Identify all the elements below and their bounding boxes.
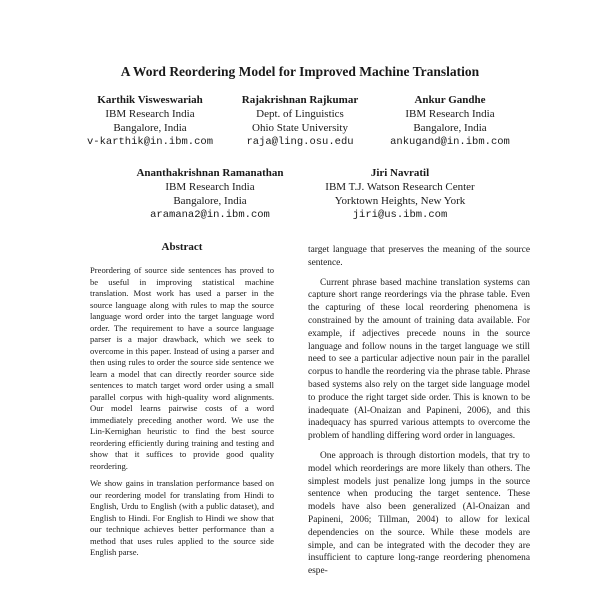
author-location: Bangalore, India (413, 122, 487, 134)
author-email: ankugand@in.ibm.com (390, 136, 510, 148)
author-block (300, 166, 500, 222)
author-block (120, 166, 300, 222)
author-affiliation: IBM Research India (165, 181, 255, 193)
author-email: v-karthik@in.ibm.com (86, 136, 214, 148)
author-affiliation: Dept. of Linguistics (256, 108, 344, 120)
paper-title: A Word Reordering Model for Improved Machine Translation (120, 64, 480, 79)
author-affiliation: IBM Research India (105, 108, 195, 120)
author-email: aramana2@in.ibm.com (150, 209, 270, 221)
author-name: Ananthakrishnan Ramanathan (136, 167, 284, 179)
author-name: Rajakrishnan Rajkumar (241, 94, 359, 106)
author-location: Bangalore, India (173, 195, 247, 207)
abstract-paragraph: We show gains in translation performance based on our reordering model for translating from Hindi to English, Urdu to English (with a public dataset), and English to Hindi. For English to Hindi we show that our technique achieves better performance than a method that uses rules applied to the source side English parse. (90, 478, 274, 557)
author-email: raja@ling.osu.edu (246, 136, 354, 148)
author-name: Ankur Gandhe (414, 94, 486, 106)
author-block (360, 93, 540, 149)
abstract-paragraph: Preordering of source side sentences has proved to be useful in improving statistical machine translation. Most work has used a parser in the source language along with rules to map the source language word order into the target language word order. The requirement to have a source language parser is a major drawback, which we seek to overcome in this paper. Instead of using a parser and then using rules to order the source side sentence we learn a model that can directly reorder source side sentences to match target word order using a small parallel corpus with high-quality word alignments. Our model learns pairwise costs of a word immediately preceding another word. We use the Lin-Kernighan heuristic to find the best source reordering efficiently during training and testing and show that it suffices to provide good quality reordering. (90, 265, 274, 471)
author-location: Yorktown Heights, New York (334, 195, 466, 207)
author-location: Bangalore, India (113, 122, 187, 134)
author-location: Ohio State University (252, 122, 348, 134)
abstract-column (90, 265, 274, 565)
abstract-heading: Abstract (161, 241, 203, 253)
author-email: jiri@us.ibm.com (352, 209, 448, 221)
author-name: Karthik Visweswariah (97, 94, 203, 106)
author-affiliation: IBM T.J. Watson Research Center (325, 181, 475, 193)
author-affiliation: IBM Research India (405, 108, 495, 120)
body-paragraph: One approach is through distortion models, that try to model which reorderings are more likely than others. The simplest models just penalize long jumps in the source sentence when producing the target sentence. These models have also been generalized (Al-Onaizan and Papineni, 2006; Tillman, 2004) to allow for lexical dependencies on the source. While these models are simple, and can be integrated with the decoder they are insufficient to capture long-range reordering phenomena espe- (308, 450, 530, 577)
body-paragraph: Current phrase based machine translation systems can capture short range reorderings via the phrase table. Even the capturing of these local reordering phenomena is constrained by the amount of training data available. For example, if adjectives precede nouns in the source language and follow nouns in the target language we still need to see a particular adjective noun pair in the parallel corpus to handle the reordering via the phrase table. Phrase based systems also rely on the target side language model to produce the right target side order. This is known to be inadequate (Al-Onaizan and Papineni, 2006), and this inadequacy has spurred various attempts to overcome the problem of handling differing word order in languages. (308, 277, 530, 442)
author-block (60, 93, 240, 149)
body-paragraph: target language that preserves the meaning of the source sentence. (308, 245, 530, 268)
author-name: Jiri Navratil (370, 167, 430, 179)
body-column (308, 244, 530, 585)
